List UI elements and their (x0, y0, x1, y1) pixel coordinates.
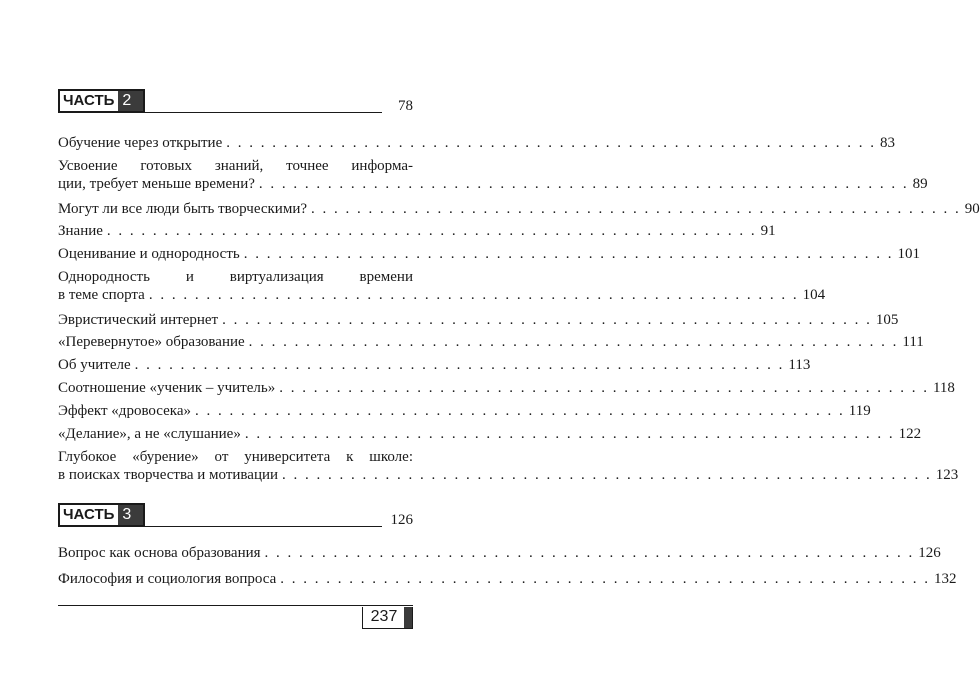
entry-page: 83 (880, 135, 895, 151)
heading-rule (58, 112, 382, 113)
part-3-heading (58, 503, 413, 529)
page-number: 237 (370, 608, 398, 625)
dot-leader: . . . . . . . . . . . . . . . . . . . . . . . . . . . . . . . . . . . . . . . . . . . . . . . . . . . . . . . . . (243, 246, 894, 262)
entry-title-cont: в поисках творчества и мотивации (58, 467, 279, 483)
toc-entry[interactable] (58, 333, 924, 351)
toc-entry[interactable] (58, 200, 980, 218)
toc-entry[interactable] (58, 544, 941, 562)
entry-page: 123 (935, 467, 959, 483)
heading-rule (58, 526, 382, 527)
toc-entry[interactable] (58, 425, 922, 443)
entry-title: Соотношение «ученик – учитель» (58, 380, 276, 396)
entry-page: 119 (848, 403, 871, 419)
entry-page: 105 (875, 312, 899, 328)
page-number-box (362, 607, 413, 629)
toc-entry[interactable] (58, 245, 920, 263)
toc-entry[interactable] (58, 268, 826, 304)
entry-title: Могут ли все люди быть творческими? (58, 201, 308, 217)
part-page: 126 (390, 512, 413, 528)
entry-title: Однородность и виртуализация времени (58, 269, 413, 285)
toc-entry[interactable] (58, 379, 955, 397)
toc-entry[interactable] (58, 222, 776, 240)
footer-rule (58, 605, 413, 606)
entry-title: Глубокое «бурение» от университета к школе: (58, 449, 413, 465)
entry-page: 104 (802, 287, 826, 303)
entry-page: 91 (760, 223, 776, 239)
part-number: 3 (118, 505, 143, 525)
toc-entry[interactable] (58, 356, 811, 374)
part-word: ЧАСТЬ (60, 505, 118, 525)
dot-leader: . . . . . . . . . . . . . . . . . . . . . . . . . . . . . . . . . . . . . . . . . . . . . . . . . . . . . . . . . (282, 467, 932, 483)
toc-entry[interactable] (58, 448, 959, 484)
entry-title: «Делание», а не «слушание» (58, 426, 241, 442)
part-label-box (58, 89, 145, 113)
entry-title: Оценивание и однородность (58, 246, 240, 262)
entry-page: 118 (932, 380, 955, 396)
entry-title-cont: в теме спорта (58, 287, 145, 303)
dot-leader: . . . . . . . . . . . . . . . . . . . . . . . . . . . . . . . . . . . . . . . . . . . . . . . . . . . . . . . . . (264, 545, 915, 561)
entry-page: 122 (898, 426, 922, 442)
entry-title: «Перевернутое» образование (58, 334, 245, 350)
dot-leader: . . . . . . . . . . . . . . . . . . . . . . . . . . . . . . . . . . . . . . . . . . . . . . . . . . . . . . . . . (226, 135, 876, 151)
entry-title: Эвристический интернет (58, 312, 219, 328)
dot-leader: . . . . . . . . . . . . . . . . . . . . . . . . . . . . . . . . . . . . . . . . . . . . . . . . . . . . . . . . . (195, 403, 845, 419)
dot-leader: . . . . . . . . . . . . . . . . . . . . . . . . . . . . . . . . . . . . . . . . . . . . . . . . . . . . . . . . . (134, 357, 785, 373)
entry-page: 111 (902, 334, 924, 350)
entry-page: 132 (934, 571, 957, 587)
entry-page: 101 (897, 246, 920, 262)
entry-title-cont: ции, требует меньше времени? (58, 176, 255, 192)
entry-title: Об учителе (58, 357, 131, 373)
toc-entry[interactable] (58, 570, 957, 588)
toc-entry[interactable] (58, 134, 895, 152)
dot-leader: . . . . . . . . . . . . . . . . . . . . . . . . . . . . . . . . . . . . . . . . . . . . . . . . . . . . . . . . . (248, 334, 899, 350)
dot-leader: . . . . . . . . . . . . . . . . . . . . . . . . . . . . . . . . . . . . . . . . . . . . . . . . . . . . . . . . . (311, 201, 961, 217)
entry-title: Обучение через открытие (58, 135, 223, 151)
toc-entry[interactable] (58, 157, 928, 193)
part-2-heading (58, 89, 413, 115)
folio-bar (404, 607, 412, 628)
entry-title: Знание (58, 223, 103, 239)
part-label-box (58, 503, 145, 527)
entry-title: Усвоение готовых знаний, точнее информа- (58, 158, 413, 174)
entry-title: Эффект «дровосека» (58, 403, 192, 419)
part-word: ЧАСТЬ (60, 91, 118, 111)
entry-title: Вопрос как основа образования (58, 545, 261, 561)
dot-leader: . . . . . . . . . . . . . . . . . . . . . . . . . . . . . . . . . . . . . . . . . . . . . . . . . . . . . . . . . (258, 176, 909, 192)
toc-entry[interactable] (58, 311, 899, 329)
part-page: 78 (398, 98, 413, 114)
dot-leader: . . . . . . . . . . . . . . . . . . . . . . . . . . . . . . . . . . . . . . . . . . . . . . . . . . . . . . . . . (279, 380, 929, 396)
dot-leader: . . . . . . . . . . . . . . . . . . . . . . . . . . . . . . . . . . . . . . . . . . . . . . . . . . . . . . . . . (148, 287, 799, 303)
entry-page: 113 (788, 357, 811, 373)
toc-entry[interactable] (58, 402, 871, 420)
dot-leader: . . . . . . . . . . . . . . . . . . . . . . . . . . . . . . . . . . . . . . . . . . . . . . . . . . . . . . . . . (106, 223, 757, 239)
entry-page: 90 (964, 201, 980, 217)
entry-page: 89 (912, 176, 928, 192)
dot-leader: . . . . . . . . . . . . . . . . . . . . . . . . . . . . . . . . . . . . . . . . . . . . . . . . . . . . . . . . . (222, 312, 872, 328)
part-number: 2 (118, 91, 143, 111)
dot-leader: . . . . . . . . . . . . . . . . . . . . . . . . . . . . . . . . . . . . . . . . . . . . . . . . . . . . . . . . . (280, 571, 931, 587)
entry-page: 126 (918, 545, 941, 561)
dot-leader: . . . . . . . . . . . . . . . . . . . . . . . . . . . . . . . . . . . . . . . . . . . . . . . . . . . . . . . . . (244, 426, 895, 442)
entry-title: Философия и социология вопроса (58, 571, 277, 587)
